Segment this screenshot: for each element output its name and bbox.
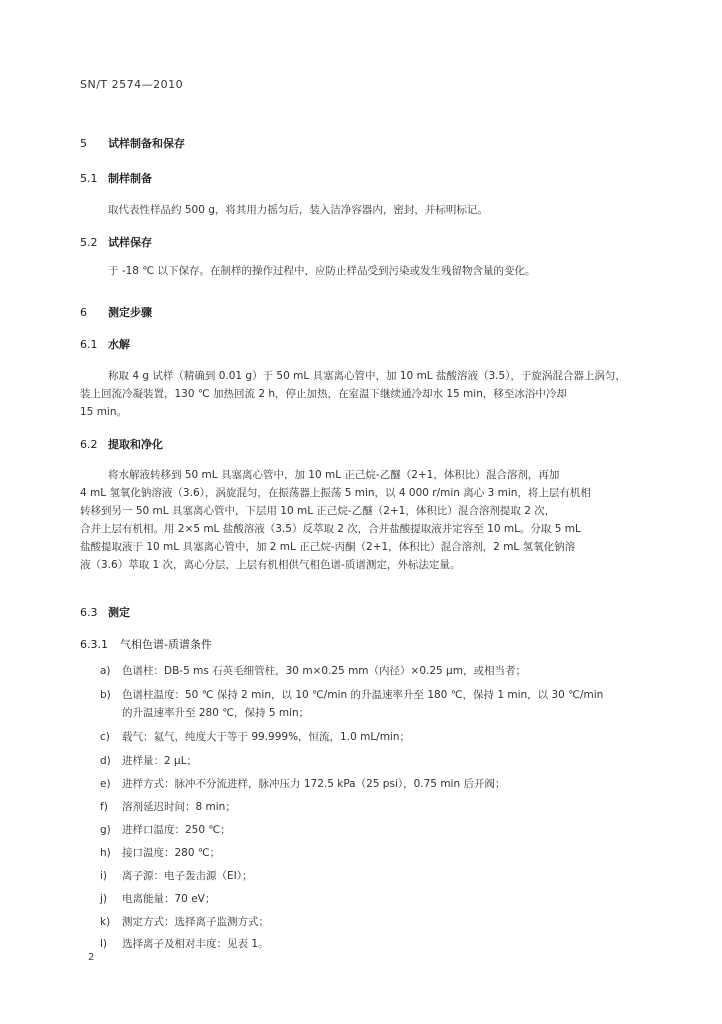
section-title: 测定 (108, 606, 130, 619)
section-number: 6.2 (80, 438, 98, 451)
condition-item (100, 821, 660, 839)
section-title: 水解 (108, 338, 130, 351)
item-label: d) (100, 755, 111, 767)
section-number: 6.3 (80, 606, 98, 619)
section-title: 测定步骤 (108, 306, 152, 319)
item-text: 溶剂延迟时间：8 min； (122, 801, 236, 813)
paragraph-line: 4 mL 氢氧化钠溶液（3.6），涡旋混匀，在振荡器上振荡 5 min，以 4 000 r/min 离心 3 min，将上层有机相 (80, 487, 591, 499)
item-text: 进样量：2 μL； (122, 755, 198, 767)
paragraph-line: 装上回流冷凝装置，130 ℃ 加热回流 2 h，停止加热，在室温下继续通冷却水 15 min，移至冰浴中冷却 (80, 388, 567, 400)
condition-item (100, 913, 660, 931)
item-text: 色谱柱温度：50 ℃ 保持 2 min，以 10 ℃/min 的升温速率升至 180 ℃，保持 1 min，以 30 ℃/min (122, 689, 604, 701)
paragraph-line: 合并上层有机相。用 2×5 mL 盐酸溶液（3.5）反萃取 2 次，合并盐酸提取液并定容至 10 mL。分取 5 mL (80, 523, 581, 535)
item-text: 进样方式：脉冲不分流进样，脉冲压力 172.5 kPa（25 psi），0.75 min 后开阀； (122, 778, 506, 790)
section-number: 6 (80, 306, 87, 319)
item-label: a) (100, 665, 111, 677)
section-title: 试样保存 (108, 236, 152, 249)
condition-item (100, 728, 660, 746)
section-5-1-heading (80, 170, 152, 186)
item-label: l) (100, 938, 108, 950)
item-label: k) (100, 916, 111, 928)
paragraph-line: 称取 4 g 试样（精确到 0.01 g）于 50 mL 具塞离心管中，加 10 mL 盐酸溶液（3.5），于旋涡混合器上涡匀， (108, 370, 626, 382)
item-label: b) (100, 689, 111, 701)
section-title: 制样制备 (108, 172, 152, 185)
paragraph-line: 转移到另一 50 mL 具塞离心管中，下层用 10 mL 正己烷-乙醚（2+1，体积比）混合溶剂提取 2 次， (80, 505, 556, 517)
paragraph-text: 取代表性样品约 500 g，将其用力摇匀后，装入洁净容器内，密封，并标明标记。 (108, 204, 488, 216)
item-text: 进样口温度：250 ℃； (122, 824, 231, 836)
item-text: 离子源：电子轰击源（EI）； (122, 870, 253, 882)
item-label: e) (100, 778, 111, 790)
condition-item (100, 798, 660, 816)
paragraph-text: 于 -18 ℃ 以下保存。在制样的操作过程中，应防止样品受到污染或发生残留物含量的变化。 (108, 265, 536, 277)
page-number: 2 (88, 952, 95, 963)
item-label: g) (100, 824, 111, 836)
section-number: 5.1 (80, 172, 98, 185)
item-text: 色谱柱：DB-5 ms 石英毛细管柱，30 m×0.25 mm（内径）×0.25 μm，或相当者； (122, 665, 526, 677)
paragraph-line: 15 min。 (80, 406, 127, 418)
item-label: h) (100, 847, 111, 859)
item-text: 选择离子及相对丰度：见表 1。 (122, 938, 269, 950)
condition-item (100, 775, 660, 793)
standard-code: SN/T 2574—2010 (80, 78, 184, 91)
section-6-heading (80, 304, 152, 320)
condition-item (100, 890, 660, 908)
paragraph-line: 盐酸提取液于 10 mL 具塞离心管中，加 2 mL 正己烷-丙酮（2+1，体积比）混合溶剂，2 mL 氢氧化钠溶 (80, 541, 576, 553)
section-6-2-heading (80, 436, 163, 452)
section-6-2-paragraph (80, 466, 640, 574)
item-text: 接口温度：280 ℃； (122, 847, 221, 859)
section-6-3-1-heading (80, 636, 212, 652)
paragraph-line: 液（3.6）萃取 1 次，离心分层，上层有机相供气相色谱-质谱测定，外标法定量。 (80, 559, 461, 571)
item-text: 测定方式：选择离子监测方式； (122, 916, 269, 928)
condition-item (100, 867, 660, 885)
item-text: 载气：氦气，纯度大于等于 99.999%，恒流，1.0 mL/min； (122, 731, 411, 743)
section-number: 5 (80, 137, 87, 150)
section-title: 提取和净化 (108, 438, 163, 451)
section-5-2-heading (80, 234, 152, 250)
item-label: j) (100, 893, 108, 905)
section-6-1-paragraph (80, 367, 640, 421)
condition-item (100, 662, 660, 680)
condition-item (100, 686, 660, 722)
section-6-1-heading (80, 336, 130, 352)
item-text: 电离能量：70 eV； (122, 893, 216, 905)
section-title: 试样制备和保存 (108, 137, 185, 150)
section-5-1-paragraph (80, 201, 640, 219)
condition-item (100, 935, 660, 953)
section-number: 6.3.1 (80, 638, 108, 651)
paragraph-line: 将水解液转移到 50 mL 具塞离心管中，加 10 mL 正己烷-乙醚（2+1，体积比）混合溶剂，再加 (108, 469, 560, 481)
condition-item (100, 844, 660, 862)
item-text-continued: 的升温速率升至 280 ℃，保持 5 min； (122, 707, 310, 719)
item-label: f) (100, 801, 108, 813)
section-title: 气相色谱-质谱条件 (120, 638, 212, 651)
section-6-3-heading (80, 604, 130, 620)
section-number: 6.1 (80, 338, 98, 351)
section-5-2-paragraph (80, 262, 640, 280)
item-label: i) (100, 870, 108, 882)
section-5-heading (80, 135, 185, 151)
section-number: 5.2 (80, 236, 98, 249)
item-label: c) (100, 731, 110, 743)
condition-item (100, 752, 660, 770)
